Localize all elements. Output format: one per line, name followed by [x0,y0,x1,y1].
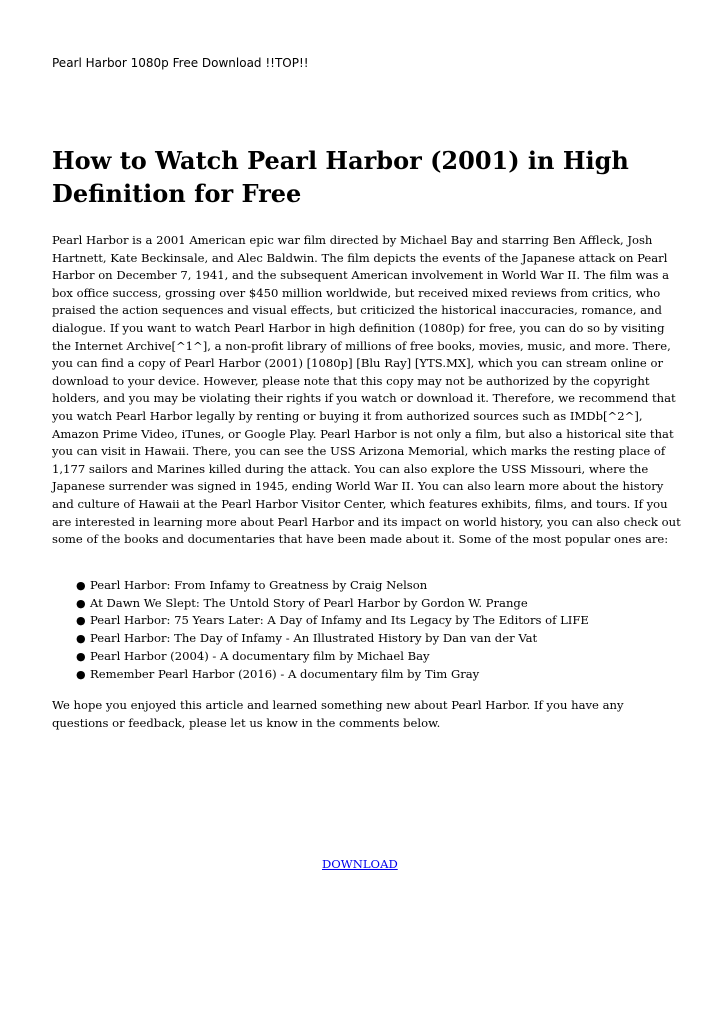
list-item-text: Remember Pearl Harbor (2016) - A documentary film by Tim Gray [90,666,480,681]
list-item [76,595,672,613]
download-link[interactable]: DOWNLOAD [322,857,398,871]
list-item-text: Pearl Harbor: 75 Years Later: A Day of Infamy and Its Legacy by The Editors of LIFE [90,613,589,628]
page-header-text: Pearl Harbor 1080p Free Download !!TOP!! [52,56,309,70]
article-body-paragraph: Pearl Harbor is a 2001 American epic war film directed by Michael Bay and starring Ben Affleck, Josh Hartnett, Kate Beckinsale, and Alec Baldwin. The film depicts the events of the Japanese attack on Pearl Harbor on December 7, 1941, and the subsequent American involvement in World War II. The film was a box office success, grossing over $450 million worldwide, but received mixed reviews from critics, who praised the action sequences and visual effects, but criticized the historical inaccuracies, romance, and dialogue. If you want to watch Pearl Harbor in high definition (1080p) for free, you can do so by visiting the Internet Archive[^1^], a non-profit library of millions of free books, movies, music, and more. There, you can find a copy of Pearl Harbor (2001) [1080p] [Blu Ray] [YTS.MX], which you can stream online or download to your device. However, please note that this copy may not be authorized by the copyright holders, and you may be violating their rights if you watch or download it. Therefore, we recommend that you watch Pearl Harbor legally by renting or buying it from authorized sources such as IMDb[^2^], Amazon Prime Video, iTunes, or Google Play. Pearl Harbor is not only a film, but also a historical site that you can visit in Hawaii. There, you can see the USS Arizona Memorial, which marks the resting place of 1,177 sailors and Marines killed during the attack. You can also explore the USS Missouri, where the Japanese surrender was signed in 1945, ending World War II. You can also learn more about the history and culture of Hawaii at the Pearl Harbor Visitor Center, which features exhibits, films, and tours. If you are interested in learning more about Pearl Harbor and its impact on world history, you can also check out some of the books and documentaries that have been made about it. Some of the most popular ones are: [52,233,681,547]
closing-paragraph: We hope you enjoyed this article and learned something new about Pearl Harbor. If you have any questions or feedback, please let us know in the comments below. [52,698,624,730]
bullet-icon: ● [76,596,86,610]
bullet-icon: ● [76,632,86,646]
list-item [76,577,672,595]
list-item-text: At Dawn We Slept: The Untold Story of Pearl Harbor by Gordon W. Prange [90,595,528,610]
list-item [76,666,672,684]
bullet-icon: ● [76,667,86,681]
list-item [76,630,672,648]
list-item-text: Pearl Harbor (2004) - A documentary film by Michael Bay [90,648,430,663]
list-item [76,648,672,666]
article-title: How to Watch Pearl Harbor (2001) in High Definition for Free [52,146,629,208]
recommended-list [52,577,672,683]
bullet-icon: ● [76,649,86,663]
bullet-icon: ● [76,579,86,592]
bullet-icon: ● [76,614,86,628]
list-item [76,612,672,630]
list-item-text: Pearl Harbor: From Infamy to Greatness by Craig Nelson [90,578,428,592]
list-item-text: Pearl Harbor: The Day of Infamy - An Illustrated History by Dan van der Vat [90,631,538,646]
